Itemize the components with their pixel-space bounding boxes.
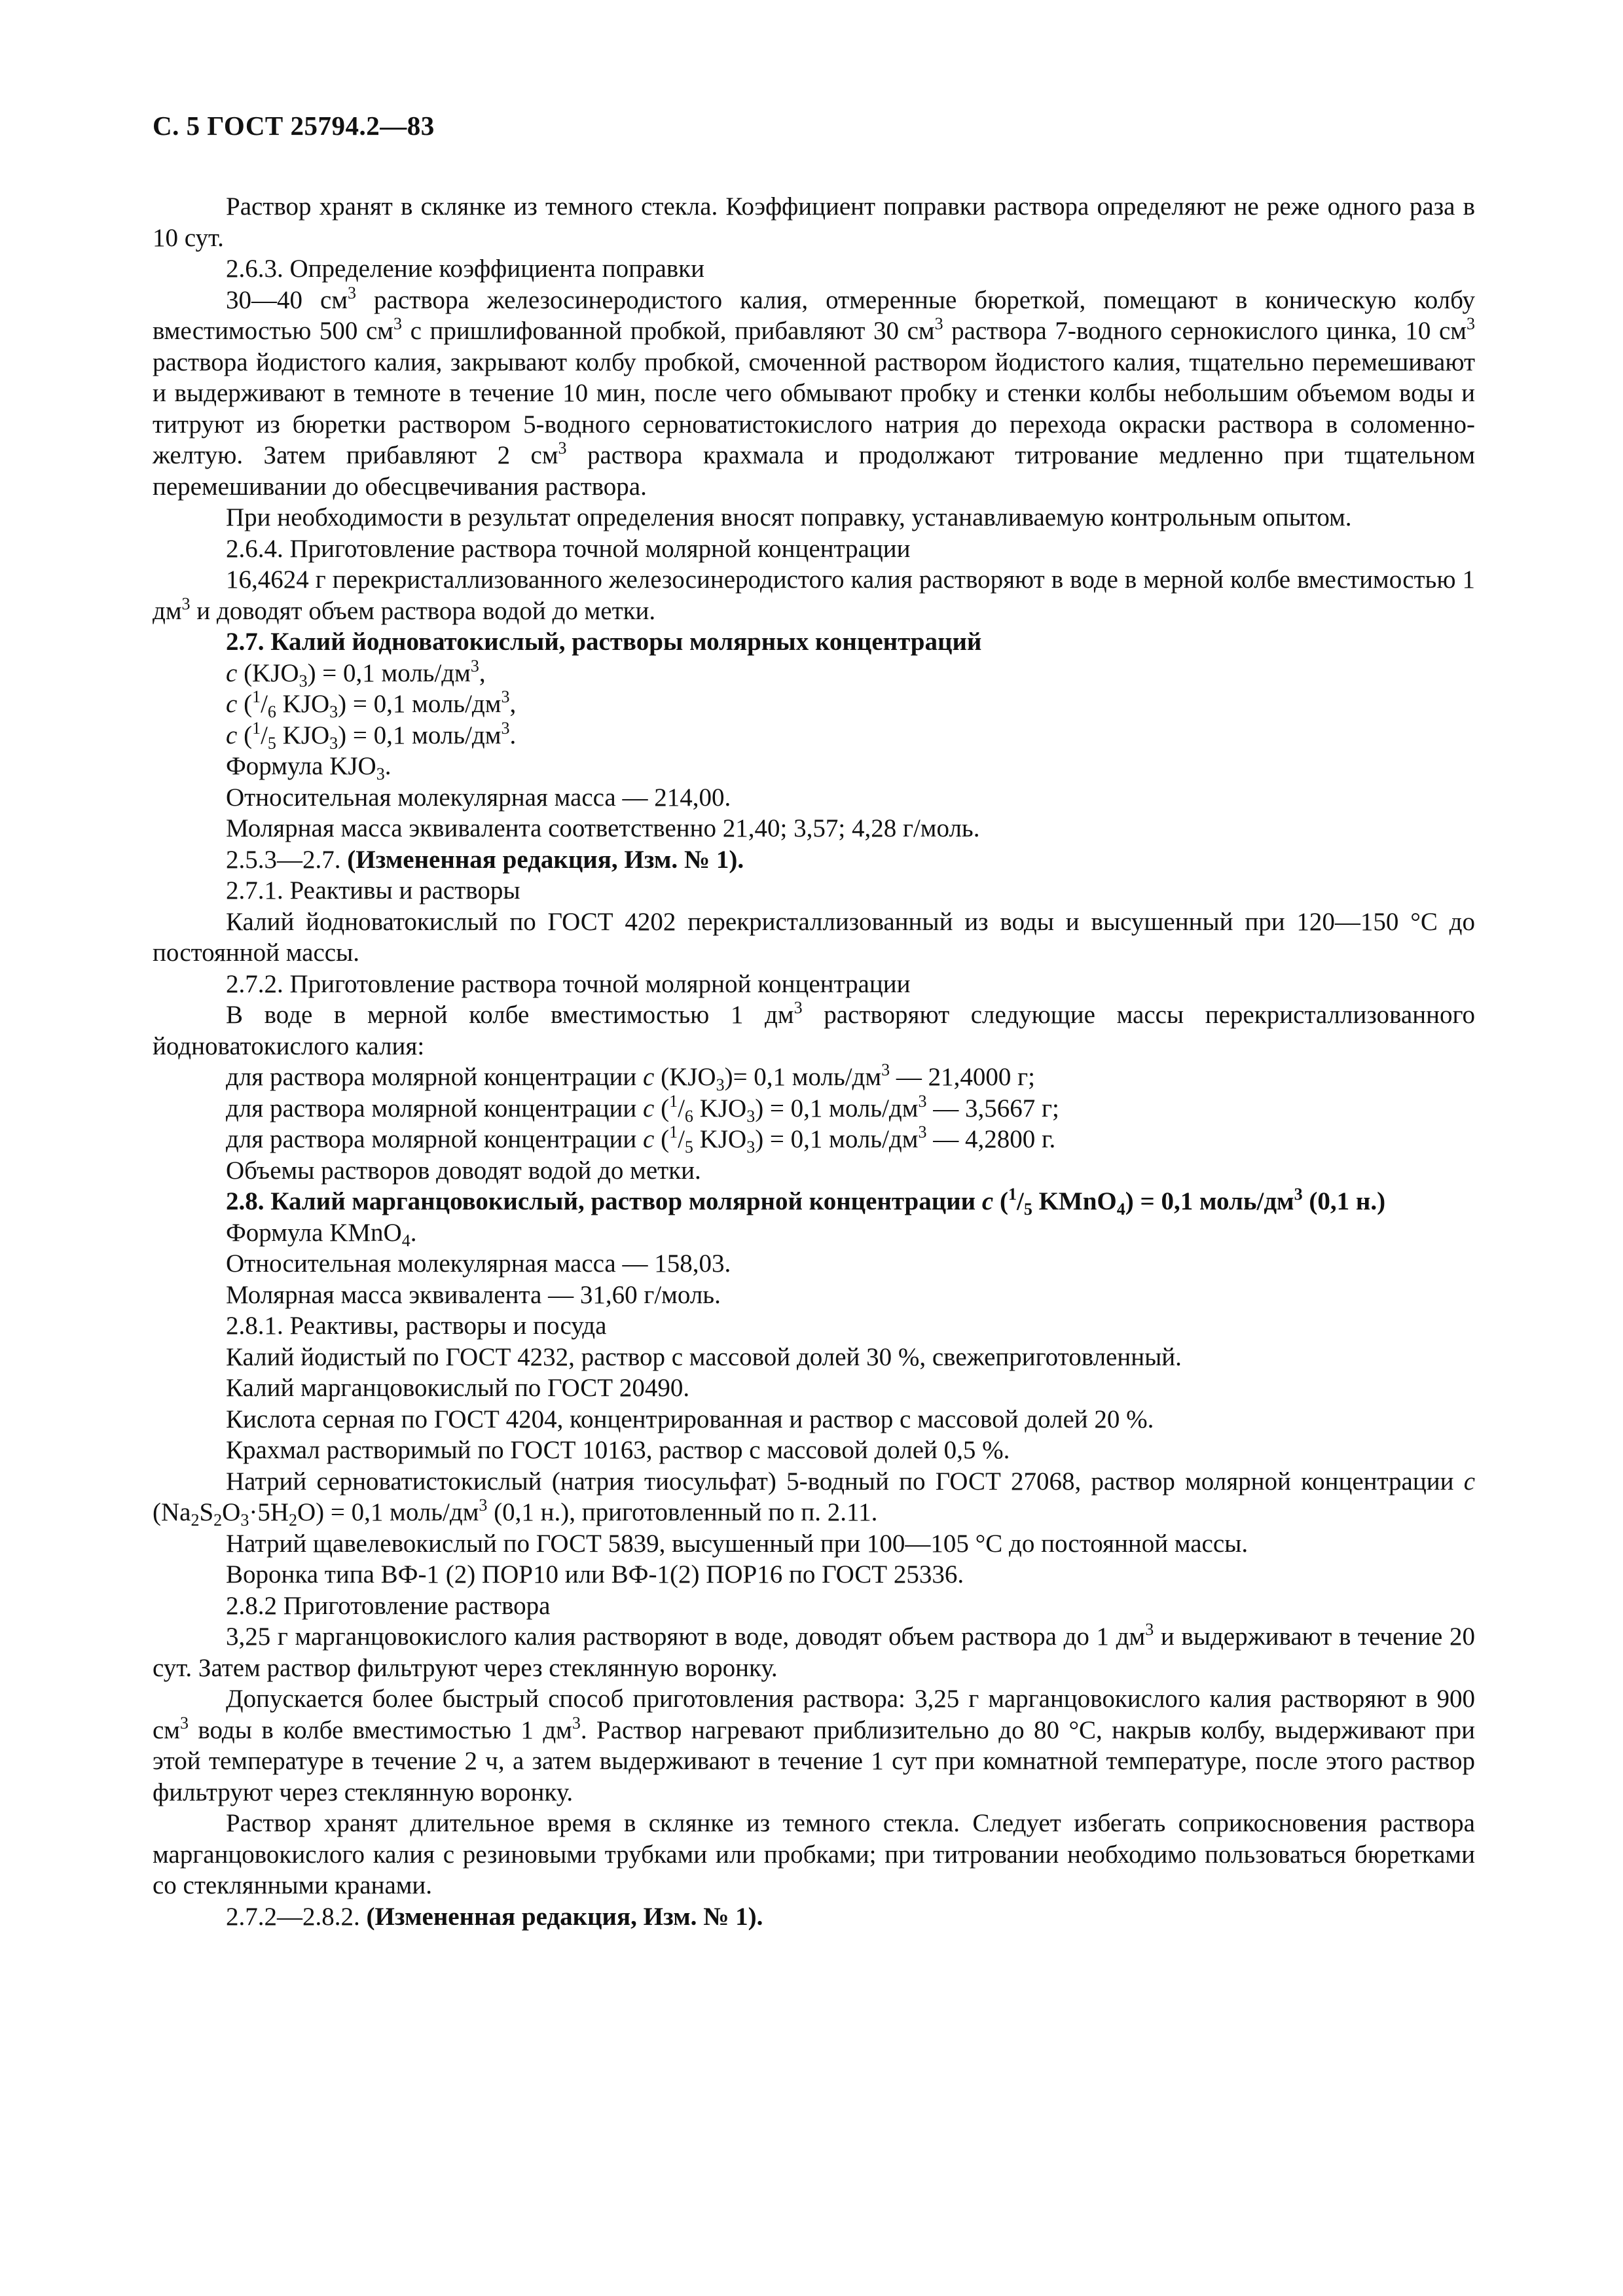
text-run: Крахмал растворимый по ГОСТ 10163, раствор с массовой долей 0,5 %. <box>226 1436 1010 1464</box>
text-run: Калий йодистый по ГОСТ 4232, раствор с массовой долей 30 %, свежеприготовленный. <box>226 1342 1182 1371</box>
text-run: ( <box>237 690 253 718</box>
text-run: c <box>643 1125 655 1153</box>
text-run: ·5H <box>249 1498 289 1526</box>
text-run: раствора йодистого калия, закрывают колбу пробкой, смоченной раствором йодистого калия, тщательно перемешивают и выдерживают в темноте в течение 10 мин, после чего обмывают пробку и стенки колбы небольшим объемом воды и титруют из бюретки раствором 5-водного серноватистокислого натрия до перехода окраски раствора в соломенно-желтую. Затем прибавляют 2 см <box>153 348 1475 469</box>
paragraph <box>153 1217 1475 1249</box>
text-run: 2.7. Калий йодноватокислый, растворы молярных концентраций <box>226 628 982 656</box>
text-run: с пришлифованной пробкой, прибавляют 30 см <box>402 317 935 345</box>
text-run: Молярная масса эквивалента — 31,60 г/моль. <box>226 1280 721 1309</box>
amendment-note <box>153 1901 1475 1933</box>
text-run: KJO <box>276 721 330 749</box>
text-run: Калий марганцовокислый по ГОСТ 20490. <box>226 1374 690 1402</box>
text-run: Раствор хранят длительное время в склянке из темного стекла. Следует избегать соприкосновения раствора марганцовокислого калия с резиновыми трубками или пробками; при титровании необходимо пользоваться бюретками со стеклянными кранами. <box>153 1809 1475 1899</box>
superscript: 3 <box>918 1122 927 1141</box>
paragraph <box>153 1280 1475 1311</box>
paragraph <box>153 285 1475 503</box>
text-run: / <box>261 690 268 718</box>
superscript: 3 <box>479 1496 488 1515</box>
paragraph <box>153 1248 1475 1280</box>
text-run: ( <box>654 1125 670 1153</box>
paragraph <box>153 564 1475 626</box>
formula-line <box>153 720 1475 751</box>
text-run: c <box>226 721 238 749</box>
text-run: 2.7.1. Реактивы и растворы <box>226 876 520 905</box>
text-run: и доводят объем раствора водой до метки. <box>190 596 656 625</box>
subscript: 3 <box>716 1075 725 1094</box>
text-run: В воде в мерной колбе вместимостью 1 дм <box>226 1001 794 1029</box>
superscript: 3 <box>1294 1185 1303 1204</box>
text-run: Кислота серная по ГОСТ 4204, концентрированная и раствор с массовой долей 20 %. <box>226 1405 1154 1433</box>
text-run: (0,1 н.), приготовленный по п. 2.11. <box>487 1498 878 1526</box>
text-run: раствора железосинеродистого калия, отмеренные бюреткой, помещают в коническую колбу вместимостью 500 см <box>153 285 1475 345</box>
superscript: 3 <box>1467 314 1475 333</box>
text-run: для раствора молярной концентрации <box>226 1094 644 1122</box>
superscript: 3 <box>934 314 943 333</box>
subscript: 3 <box>746 1138 756 1157</box>
subscript: 3 <box>299 671 308 691</box>
document-body <box>153 191 1475 1932</box>
text-run: c <box>643 1063 655 1091</box>
superscript: 3 <box>393 314 402 333</box>
text-run: 2.8. Калий марганцовокислый, раствор молярной концентрации <box>226 1187 982 1215</box>
text-run: ( <box>237 721 253 749</box>
section-heading <box>153 626 1475 658</box>
text-run: 2.5.3—2.7. <box>226 845 348 874</box>
text-run: (KJO <box>654 1063 716 1091</box>
text-run: Относительная молекулярная масса — 158,03. <box>226 1249 731 1278</box>
text-run: Допускается более быстрый способ приготовления раствора: 3,25 г марганцовокислого калия растворяют в 900 см <box>153 1685 1475 1744</box>
subscript: 3 <box>329 702 338 721</box>
text-run: воды в колбе вместимостью 1 дм <box>189 1715 572 1744</box>
paragraph <box>153 1621 1475 1683</box>
formula-line <box>153 1093 1475 1124</box>
text-run: ) = 0,1 моль/дм <box>338 721 501 749</box>
superscript: 3 <box>572 1713 581 1732</box>
text-run: При необходимости в результат определения вносят поправку, устанавливаемую контрольным опытом. <box>226 503 1352 531</box>
superscript: 1 <box>669 1091 678 1111</box>
text-run: 2.8.1. Реактивы, растворы и посуда <box>226 1312 607 1340</box>
text-run: (Измененная редакция, Изм. № 1). <box>366 1902 763 1931</box>
text-run: 16,4624 г перекристаллизованного железосинеродистого калия растворяют в воде в мерной колбе вместимостью 1 дм <box>153 565 1475 625</box>
text-run: (0,1 н.) <box>1302 1187 1386 1215</box>
paragraph <box>153 1528 1475 1560</box>
subsection-heading <box>153 533 1475 565</box>
subsection-heading <box>153 1590 1475 1622</box>
paragraph <box>153 1342 1475 1373</box>
formula-line <box>153 1062 1475 1093</box>
text-run: O <box>222 1498 241 1526</box>
text-run: ) = 0,1 моль/дм <box>338 690 501 718</box>
text-run: ) = 0,1 моль/дм <box>1125 1187 1294 1215</box>
text-run: раствора 7-водного сернокислого цинка, 10 см <box>943 317 1467 345</box>
text-run: и выдерживают в течение 20 сут. Затем раствор фильтруют через стеклянную воронку. <box>153 1623 1476 1682</box>
text-run: Молярная масса эквивалента соответственно 21,40; 3,57; 4,28 г/моль. <box>226 814 980 842</box>
subscript: 3 <box>240 1511 249 1530</box>
text-run: (Измененная редакция, Изм. № 1). <box>347 845 744 874</box>
superscript: 3 <box>180 1713 189 1732</box>
paragraph <box>153 191 1475 253</box>
text-run: )= 0,1 моль/дм <box>724 1063 882 1091</box>
text-run: , <box>509 690 517 718</box>
superscript: 3 <box>181 594 191 613</box>
paragraph <box>153 1372 1475 1404</box>
text-run: O) = 0,1 моль/дм <box>297 1498 479 1526</box>
superscript: 1 <box>252 718 261 738</box>
text-run: / <box>261 721 268 749</box>
subsection-heading <box>153 875 1475 906</box>
superscript: 1 <box>669 1122 678 1141</box>
subscript: 5 <box>684 1138 693 1157</box>
superscript: 3 <box>1145 1620 1154 1639</box>
text-run: . Раствор нагревают приблизительно до 80 °С, накрыв колбу, выдерживают при этой температуре в течение 2 ч, а затем выдерживают в течение 1 сут при комнатной температуре, после этого раствор фильтруют через стеклянную воронку. <box>153 1715 1475 1806</box>
text-run: S <box>199 1498 214 1526</box>
subscript: 6 <box>267 702 276 721</box>
text-run: ) = 0,1 моль/дм <box>755 1125 919 1153</box>
text-run: для раствора молярной концентрации <box>226 1063 644 1091</box>
text-run: Формула KJO <box>226 752 376 780</box>
paragraph <box>153 813 1475 844</box>
subscript: 4 <box>1116 1200 1125 1219</box>
paragraph <box>153 1155 1475 1187</box>
page-header: С. 5 ГОСТ 25794.2—83 <box>153 111 435 141</box>
formula-line <box>153 689 1475 720</box>
superscript: 1 <box>252 687 261 706</box>
paragraph <box>153 782 1475 814</box>
subscript: 5 <box>267 733 276 753</box>
subscript: 2 <box>213 1511 223 1530</box>
text-run: ( <box>654 1094 670 1122</box>
text-run: для раствора молярной концентрации <box>226 1125 644 1153</box>
subsection-heading <box>153 969 1475 1000</box>
subscript: 3 <box>746 1106 756 1126</box>
text-run: 3,25 г марганцовокислого калия растворяют в воде, доводят объем раствора до 1 дм <box>226 1623 1146 1651</box>
text-run: c <box>1463 1467 1475 1496</box>
subscript: 6 <box>684 1106 693 1126</box>
text-run: 30—40 см <box>226 285 348 314</box>
text-run: Раствор хранят в склянке из темного стекла. Коэффициент поправки раствора определяют не реже одного раза в 10 сут. <box>153 192 1475 252</box>
text-run: Относительная молекулярная масса — 214,00. <box>226 783 731 812</box>
subsection-heading <box>153 253 1475 285</box>
text-run: — 21,4000 г; <box>890 1063 1035 1091</box>
text-run: (KJO <box>237 658 299 687</box>
superscript: 3 <box>558 439 567 457</box>
superscript: 3 <box>470 656 479 675</box>
text-run: ) = 0,1 моль/дм <box>307 658 471 687</box>
paragraph <box>153 1466 1475 1528</box>
text-run: c <box>981 1187 994 1215</box>
subscript: 4 <box>401 1230 410 1250</box>
text-run: ( <box>993 1187 1008 1215</box>
paragraph <box>153 502 1475 533</box>
superscript: 3 <box>793 998 803 1017</box>
formula-line <box>153 658 1475 689</box>
subscript: 3 <box>329 733 338 753</box>
text-run: KMnO <box>1032 1187 1117 1215</box>
text-run: Воронка типа ВФ-1 (2) ПОР10 или ВФ-1(2) ПОР16 по ГОСТ 25336. <box>226 1560 964 1588</box>
superscript: 3 <box>348 283 357 302</box>
text-run: Формула KMnO <box>226 1218 402 1247</box>
text-run: раствора крахмала и продолжают титрование медленно при тщательном перемешивании до обесцвечивания раствора. <box>153 441 1475 501</box>
text-run: / <box>678 1094 685 1122</box>
subscript: 2 <box>289 1511 297 1530</box>
text-run: ) = 0,1 моль/дм <box>755 1094 919 1122</box>
text-run: c <box>226 658 238 687</box>
paragraph <box>153 1683 1475 1808</box>
text-run: 2.7.2. Приготовление раствора точной молярной концентрации <box>226 969 911 998</box>
text-run: . <box>384 752 392 780</box>
paragraph <box>153 1559 1475 1590</box>
text-run: растворяют следующие массы перекристаллизованного йодноватокислого калия: <box>153 1001 1475 1060</box>
text-run: Калий йодноватокислый по ГОСТ 4202 перекристаллизованный из воды и высушенный при 120—150 °С до постоянной массы. <box>153 907 1475 967</box>
superscript: 3 <box>501 718 510 738</box>
text-run: 2.6.3. Определение коэффициента поправки <box>226 255 704 283</box>
text-run: Объемы растворов доводят водой до метки. <box>226 1156 701 1185</box>
section-heading <box>153 1186 1475 1217</box>
subscript: 3 <box>376 764 385 783</box>
formula-line <box>153 1124 1475 1155</box>
text-run: KJO <box>693 1125 747 1153</box>
text-run: . <box>509 721 517 749</box>
paragraph <box>153 1404 1475 1435</box>
text-run: 2.8.2 Приготовление раствора <box>226 1591 551 1620</box>
superscript: 3 <box>881 1060 890 1079</box>
text-run: 2.6.4. Приготовление раствора точной молярной концентрации <box>226 534 911 563</box>
text-run: Натрий щавелевокислый по ГОСТ 5839, высушенный при 100—105 °С до постоянной массы. <box>226 1529 1249 1558</box>
paragraph <box>153 1435 1475 1466</box>
text-run: / <box>1016 1187 1024 1215</box>
text-run: Натрий серноватистокислый (натрия тиосульфат) 5-водный по ГОСТ 27068, раствор молярной концентрации <box>226 1467 1464 1496</box>
text-run: / <box>678 1125 685 1153</box>
amendment-note <box>153 844 1475 876</box>
paragraph <box>153 751 1475 782</box>
text-run: 2.7.2—2.8.2. <box>226 1902 367 1931</box>
paragraph <box>153 999 1475 1062</box>
subsection-heading <box>153 1310 1475 1342</box>
text-run: , <box>479 658 486 687</box>
subscript: 5 <box>1023 1200 1032 1219</box>
text-run: — 4,2800 г. <box>926 1125 1056 1153</box>
text-run: (Na <box>153 1498 191 1526</box>
paragraph <box>153 906 1475 969</box>
text-run: c <box>226 690 238 718</box>
superscript: 3 <box>501 687 510 706</box>
text-run: KJO <box>693 1094 747 1122</box>
superscript: 1 <box>1008 1185 1017 1204</box>
text-run: c <box>643 1094 655 1122</box>
text-run: — 3,5667 г; <box>926 1094 1059 1122</box>
text-run: . <box>410 1218 417 1247</box>
superscript: 3 <box>918 1091 927 1111</box>
paragraph <box>153 1808 1475 1901</box>
subscript: 2 <box>191 1511 200 1530</box>
text-run: KJO <box>276 690 330 718</box>
